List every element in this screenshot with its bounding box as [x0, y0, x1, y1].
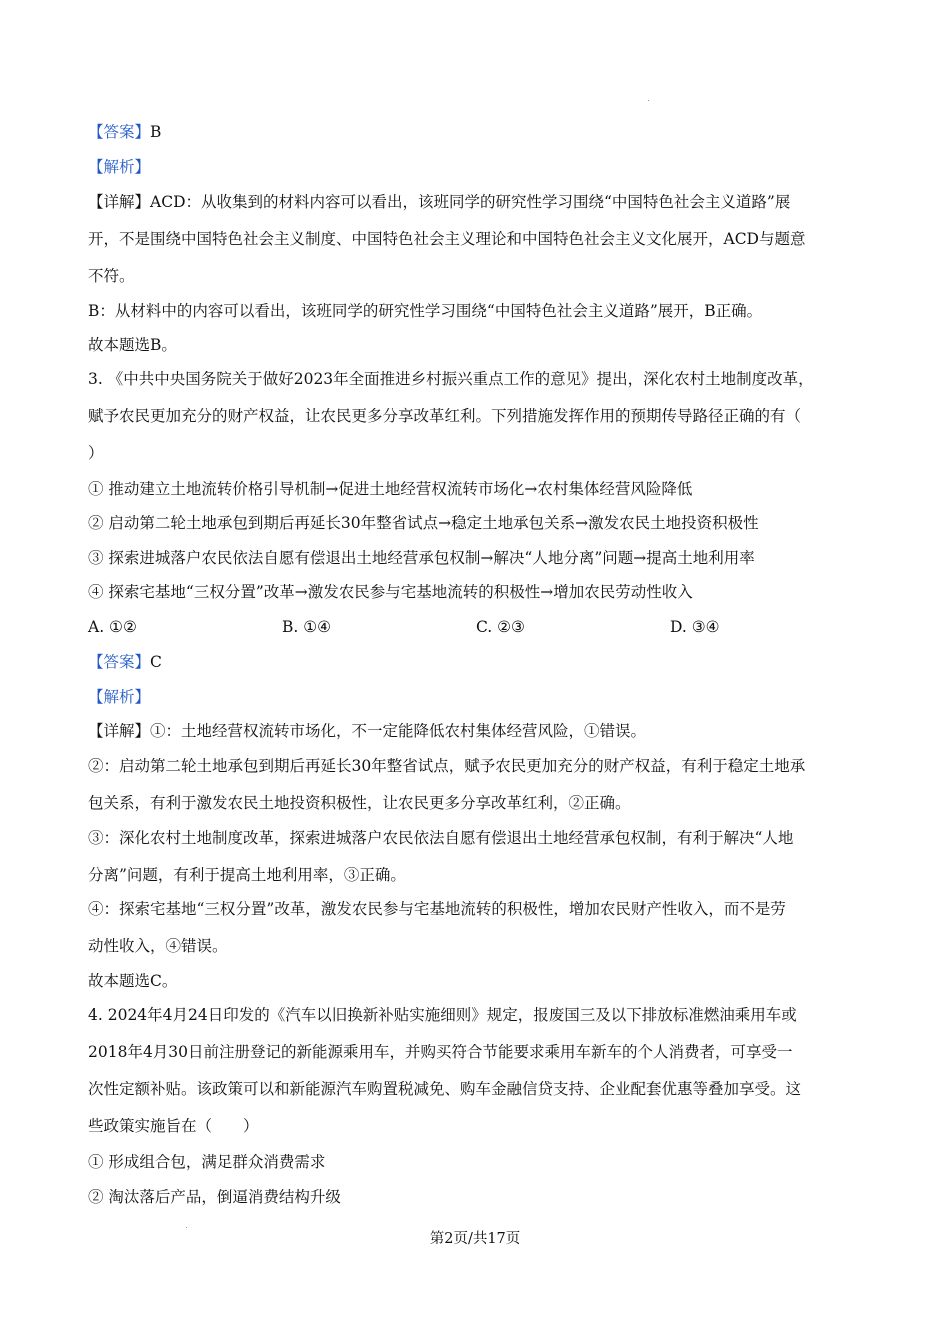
q3-detail-line-2: ②：启动第二轮土地承包到期后再延长30年整省试点，赋予农民更加充分的财产权益，有利于稳定土地承 [88, 757, 806, 775]
q4-stem-line-3: 次性定额补贴。该政策可以和新能源汽车购置税减免、购车金融信贷支持、企业配套优惠等叠加享受。这 [88, 1080, 802, 1098]
answer-value: C [150, 653, 162, 671]
q2-analysis-tag: 【解析】 [88, 158, 151, 176]
q4-stem-line-4: 些政策实施旨在（ ） [88, 1117, 259, 1135]
q3-detail-line-3: 包关系，有利于激发农民土地投资积极性，让农民更多分享改革红利，②正确。 [88, 794, 631, 812]
answer-value: B [150, 123, 162, 141]
detail-tag: 【详解】 [88, 193, 151, 211]
q3-analysis-tag: 【解析】 [88, 688, 151, 706]
q3-stem-line-1: 3. 《中共中央国务院关于做好2023年全面推进乡村振兴重点工作的意见》提出，深化农村土地制度改革， [88, 370, 814, 388]
q3-item-1: ① 推动建立土地流转价格引导机制→促进土地经营权流转市场化→农村集体经营风险降低 [88, 480, 693, 498]
q2-detail-line-2: 开，不是围绕中国特色社会主义制度、中国特色社会主义理论和中国特色社会主义文化展开，ACD与题意 [88, 230, 806, 248]
q3-option-d: D. ③④ [670, 618, 720, 636]
q2-detail-line-3: 不符。 [88, 267, 135, 285]
q3-option-b: B. ①④ [282, 618, 332, 636]
q3-detail-line-1 [88, 721, 646, 741]
answer-tag: 【答案】 [88, 653, 151, 671]
q3-item-4: ④ 探索宅基地“三权分置”改革→激发农民参与宅基地流转的积极性→增加农民劳动性收入 [88, 583, 693, 601]
q3-stem-line-2: 赋予农民更加充分的财产权益，让农民更多分享改革红利。下列措施发挥作用的预期传导路径正确的有（ [88, 407, 802, 425]
q4-stem-line-1: 4. 2024年4月24日印发的《汽车以旧换新补贴实施细则》规定，报废国三及以下排放标准燃油乘用车或 [88, 1006, 797, 1024]
q3-option-a: A. ①② [88, 618, 137, 636]
detail-text: ACD：从收集到的材料内容可以看出，该班同学的研究性学习围绕“中国特色社会主义道路”展 [150, 193, 791, 211]
q3-detail-line-7: 动性收入，④错误。 [88, 937, 228, 955]
q3-item-3: ③ 探索进城落户农民依法自愿有偿退出土地经营承包权制→解决“人地分离”问题→提高土地利用率 [88, 549, 755, 567]
q2-detail-line-5: 故本题选B。 [88, 336, 177, 354]
q2-detail-line-4: B：从材料中的内容可以看出，该班同学的研究性学习围绕“中国特色社会主义道路”展开，B正确。 [88, 302, 763, 320]
q3-item-2: ② 启动第二轮土地承包到期后再延长30年整省试点→稳定土地承包关系→激发农民土地投资积极性 [88, 514, 759, 532]
detail-tag: 【详解】 [88, 722, 151, 740]
q3-stem-line-3: ） [88, 444, 104, 462]
q3-detail-line-4: ③：深化农村土地制度改革，探索进城落户农民依法自愿有偿退出土地经营承包权制，有利于解决“人地 [88, 829, 794, 847]
scan-speck [648, 100, 649, 101]
q3-detail-line-8: 故本题选C。 [88, 972, 178, 990]
q2-detail-line-1 [88, 192, 790, 212]
page-footer: 第2页/共17页 [429, 1231, 521, 1247]
q2-answer [88, 122, 161, 142]
q3-detail-line-5: 分离”问题，有利于提高土地利用率，③正确。 [88, 866, 406, 884]
q4-item-1: ① 形成组合包，满足群众消费需求 [88, 1153, 326, 1171]
q3-option-c: C. ②③ [476, 618, 525, 636]
q4-stem-line-2: 2018年4月30日前注册登记的新能源乘用车，并购买符合节能要求乘用车新车的个人消费者，可享受一 [88, 1043, 793, 1061]
q4-item-2: ② 淘汰落后产品，倒逼消费结构升级 [88, 1188, 341, 1206]
detail-text: ①：土地经营权流转市场化，不一定能降低农村集体经营风险，①错误。 [150, 722, 647, 740]
q3-detail-line-6: ④：探索宅基地“三权分置”改革，激发农民参与宅基地流转的积极性，增加农民财产性收入，而不是劳 [88, 900, 786, 918]
answer-tag: 【答案】 [88, 123, 151, 141]
q3-answer [88, 652, 162, 672]
